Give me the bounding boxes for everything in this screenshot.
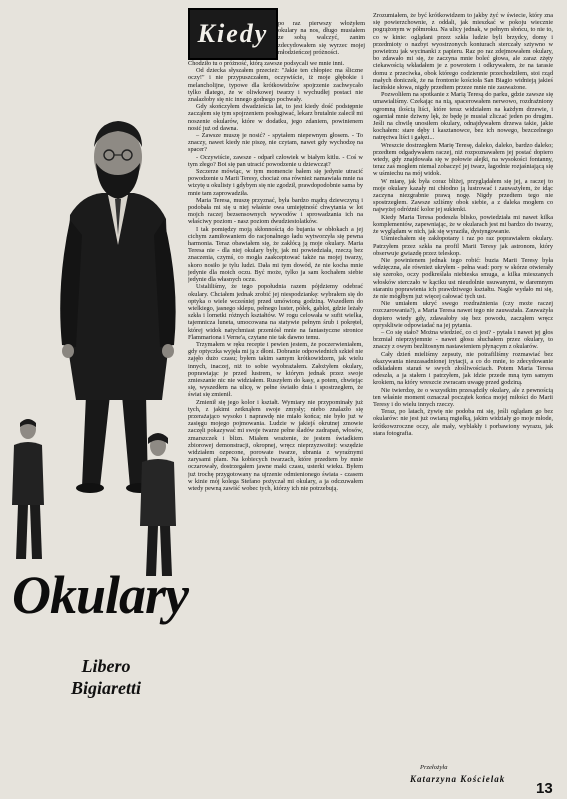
- small-figure-right: [136, 430, 180, 580]
- paragraph: – Co się stało? Można wiedzieć, co ci jest? - pytała i nawet jej głos brzmiał nieprzyjemnie - nawet głosu słuchałem przez okulary, to znaczy z owym bezlitosnym nastawieniem płynącym z okularów.: [373, 328, 553, 351]
- paragraph: Uśmiechałem się zakłopotany i raz po raz poprawiałem okulary. Patrzyłem przez szkła na profil Marii Teresy jak astronom, który obserwuje gwiazdę przez teleskop.: [373, 235, 553, 257]
- author-last-name: Bigiaretti: [70, 678, 141, 698]
- article-title: Okulary: [12, 565, 189, 625]
- paragraph: Szczerze mówiąc, w tym momencie bałem się jedynie utracić powodzenie u Marii Teresy, chociaż ona również namawiała mnie na wizytę u okulisty i gdybym się nie zgodził, prawdopodobnie sama by mnie tam zaprowadziła.: [188, 168, 363, 197]
- page-number: 13: [536, 780, 553, 797]
- drop-cap-word: Kiedy: [197, 19, 269, 48]
- drop-cap-box: [188, 8, 278, 60]
- paragraph: Nie powinienem jednak tego robić: buzia Marii Teresy była wdzięczna, ale również ukryłem - pełna wad: pory w skórze otwierały się szeroko, oczy podkreślała niebieska smuga, a kilka mieszanych włosków sterczało w kąciku ust nieudolnie usuwanymi, w daremnym staraniu poprawienia ich prawdziwego kształtu. Nagle wydało mi się, że nie mógłbym już więcej całować tych ust.: [373, 256, 553, 300]
- paragraph: Nie twierdzę, że o wszystkim przesądziły okulary, ale z pewnością ten właśnie moment oznaczał początek końca mojej miłości do Marii Teresy i do wielu innych rzeczy.: [373, 386, 553, 408]
- intro-paragraph: po raz pierwszy włożyłem okulary na nos, długo musiałem ze sobą walczyć, zanim zdecydowałem się wyrzec mojej młodzieńczej próżności.: [278, 20, 365, 56]
- paragraph: Cały dzień mieliśmy zepsuty, nie potrafiliśmy rozmawiać bez okazywania nieuzasadnionej irytacji, a co do mnie, to zdecydowanie odkładałem starań w swych złośliwościach. Potem Maria Teresa odeszła, a ja stałem i patrzyłem, jak idzie przede mną tym samym krokiem, na który wreszcie zwracam uwagę przed godziną.: [373, 350, 553, 387]
- paragraph: Teraz, po latach, żywię nie podoba mi się, jeśli oglądam go bez okularów: nie jest już owianą mgiełką, jakim widziały go moje młode, krótkowzroczne oczy, ale mały, wyblakły i porbawiony wyrazu, jak stara fotografia.: [373, 408, 553, 437]
- paragraph: Pozwoliłem na spotkanie z Marią Teresą do parku, gdzie zawsze się umawialiśmy. Czekając na nią, spacerowałem nerwowo, rozdrażniony ogromną ilością liści, które teraz widziałem na każdym drzewie, i ogarniał mnie dziwny lęk, że będę je musiał zliczać jeden po drugim. Jeśli na chwilę unosiłem okulary, odnajdywałem drzewa takie, jakie kochałem: stare dęby i kasztanowce, bez ich nowego, bezczelnego natręctwa liści i gałęzi...: [373, 91, 553, 142]
- middle-column: [188, 60, 363, 788]
- right-column: [373, 12, 553, 782]
- paragraph: Wreszcie dostrzegłem Marię Teresę, daleko, daleko, bardzo daleko; przedtem odgadywałem raczej, niż rozpoznawałem jej postać dopiero wtedy, gdy znajdowała się w połowie alejki, na wysokości fontanny, teraz zaś mogłem niemal zobaczyć jej twarz, łagodnie rozjaśniającą się w uśmiechu na mój widok.: [373, 141, 553, 178]
- paragraph: Od dziecka słyszałem przecież: "Jakie ten chłopiec ma śliczne oczy!" i nie przypuszczałem, oczywiście, iż moje głębokie i melancholijne, typowe dla krótkowidzów spojrzenie zachwycało tylko dlatego, że w oliwkowej twarzy i wychudłej postaci nie znalazłoby się nic innego godnego pochwały.: [188, 67, 363, 104]
- intro-text: [278, 20, 365, 60]
- paragraph: Kiedy Maria Teresa podeszła blisko, powiedziała mi nawet kilka komplementów, zapewniając, że w okularach jest mi bardzo do twarzy, że wyglądam w nich, jak się wyraziła, dystyngowanie.: [373, 213, 553, 236]
- paragraph: Zrozumiałem, że być krótkowidzem to jakby żyć w świecie, który zna się powierzchownie, z oddali, jak mieszkać w pokoju wiecznie pogrążonym w półmroku. Na ulicy jednak, w pełnym słońcu, to nie to, co w kinie: oglądani przez szkła ludzie byli brzydcy, domy i przedmioty o nazbyt wyostrzonych konturach sterczały sztywno w powietrzu jak wycinanki z papieru. Raz po raz zdejmowałem okulary, bo zdawało mi się, że zaczyna mnie boleć głowa, ale zaraz zżęty ciekawością wkładałem je z powrotem i odkrywałem, że na tarasie domu z przeciwka, obok którego codziennie przechodziłem, stoi rząd małych doniczek, że na frontonie kościoła San Biagio widnieją jakieś łacińskie słowa, nigdy przedtem przeze mnie nie zauważone.: [373, 12, 553, 92]
- translator-label: Przełożyła: [420, 764, 448, 771]
- paragraph: Ustaliliśmy, że tego popołudnia razem pójdziemy odebrać okulary. Chciałem jednak zrobić jej niespodziankę: wybrałem się do optyka o wiele wcześniej przed umówioną godziną. Wszedłem do wielkiego, jasnego sklepu, pełnego luster, półek, gablot, gdzie leżały szkła i lornetki różnych kształtów. W rogu celowała w sufit wielka, tajemnicza luneta, umocowana na statywie pełnym śrub i pokręteł, której widok natychmiast przeniósł mnie na fantastyczne stronice Flammariona i Verne'a, czytane nie tak dawno temu.: [188, 283, 363, 341]
- paragraph: I tak pomiędzy moją skłonnością do bujania w obłokach a jej cichym zamiłowaniem do racjonalnego ładu wytworzyła się pewna harmonia. Teraz obawiałem się, że zakłócą ją moje okulary. Maria Teresa nie - dla niej okulary były, jak mi powiedziała, rzeczą bez znaczenia, czymś, co mogła zaakceptować także na mojej twarzy, skoro nosiło je tylu ludzi. Dała mi tym dowód, że nie kocha mnie jedynie dla moich oczu. Być może, tylko ja sam kochałem siebie jedynie dla własnych oczu.: [188, 225, 363, 284]
- translator-name: Katarzyna Kościelak: [410, 774, 506, 784]
- paragraph: W miarę, jak była coraz bliżej, przyglądałem się jej, a raczej to moje okulary kazały mi chłodno ją lustrować i zauważyłem, że idąc zaczyna niezgrabnie prawą nogę. Nigdy przedtem tego nie spostrzegłem. Zawsze szliśmy obok siebie, a z daleka mogłem co najwyżej odróżnić kolor jej sukienki.: [373, 177, 553, 214]
- small-figure-left: [6, 415, 50, 565]
- paragraph: Trzymałem w ręku recepte i pewien jestem, że poczerwieniałem, gdy optyczka wyjęła mi ją z dłoni. Dobranie odpowiednich szkieł nie zajęło dużo czasu; byłem takim samym krótkowidzem, jak wielu innych, inaczej, niż to sobie wyobrażałem. Założyłem okulary, poprawiając je przed lustrem, w którym jednak przez swoje zmieszanie nic nie widziałem. Ruszyłem do kasy, a potem, chwiejąc się, wyszedłem na ulicę, w pełne światło dnia i spostrzegłem, że świat się zmienił.: [188, 340, 363, 399]
- author-first-name: Libero: [81, 656, 131, 676]
- paragraph: Chodziło tu o próżność, którą zawsze podsycali we mnie inni.: [188, 60, 345, 67]
- paragraph: Maria Teresa, muszę przyznać, była bardzo mądrą dziewczyną i podobała mi się u niej właśnie owa umiejętność chwytania w lot mojch raczej bezsensownych wywodów i sprowadzania ich na właściwy poziom - nasz poziom dwudziestolatków.: [188, 196, 363, 226]
- paragraph: Nie umiałem ukryć swego rozdrażnienia (czy może raczej rozczarowania?), a Maria Teresa nawet tego nie zauważała. Zauważyła dopiero wtedy gdy, zdawałoby się bez powodu, zacząłem wręcz opryskliwie odpowiadać na jej pytania.: [373, 300, 553, 329]
- author-byline: [36, 655, 176, 699]
- paragraph: Gdy skończyłem dwadzieścia lat, to jest kiedy dość podstępnie zacząłem się tym spojrzeniem posługiwać, lekarz brutalnie zalecił mi noszenie okularów, które w dodatku, jego zdaniem, powinienem nosić już od dawna.: [188, 103, 363, 132]
- paragraph: - Oczywiście, zawsze - odparł człowiek w białym kitlu. - Coś w tym złego? Boi się pan utracić powodzenie u dziewcząt?: [188, 153, 363, 168]
- paragraph: Zmienił się jego kolor i kształt. Wymiary nie przypominały już tych, z jakimi zetknąłem swoje zmysły; niebo znalazło się przerażająco wysoko i naprawdę nie miało końca; nie było już w zasięgu mojego pojmowania. Ludzie w jakiejś okrutnej zmowie zaczęli pokazywać mi swoje twarze pełne śladów zadrapań, włosów, zmarszczek i blizn. Miałem wrażenie, że jestem świadkiem zbiorowej demonstracji, okropnej, wręcz nieprzyzwoitej: wszędzie widziałem ozpecone, porowate twarze, ubrania z wyraźnymi zarysami plam. Na kobiecych twarzach, które przedtem by mnie oczarowały, dostrzegałem jawne maki czasu, usterki wieku. Byłem już trochę przygotowany na ujrzenie odmienionego świata - czasem w kinie mój kolega Stefano pożyczał mi okulary, a ja odczuwałem wtedy pewną zawiść wobec tych, którzy ich nie potrzebują.: [188, 398, 363, 492]
- paragraph: – Zawsze muszę je nosić? - spytałem niepewnym głosem. - To znaczy, nawet kiedy nie piszę, nie czytam, nawet gdy wychodzę na spacer?: [188, 132, 363, 154]
